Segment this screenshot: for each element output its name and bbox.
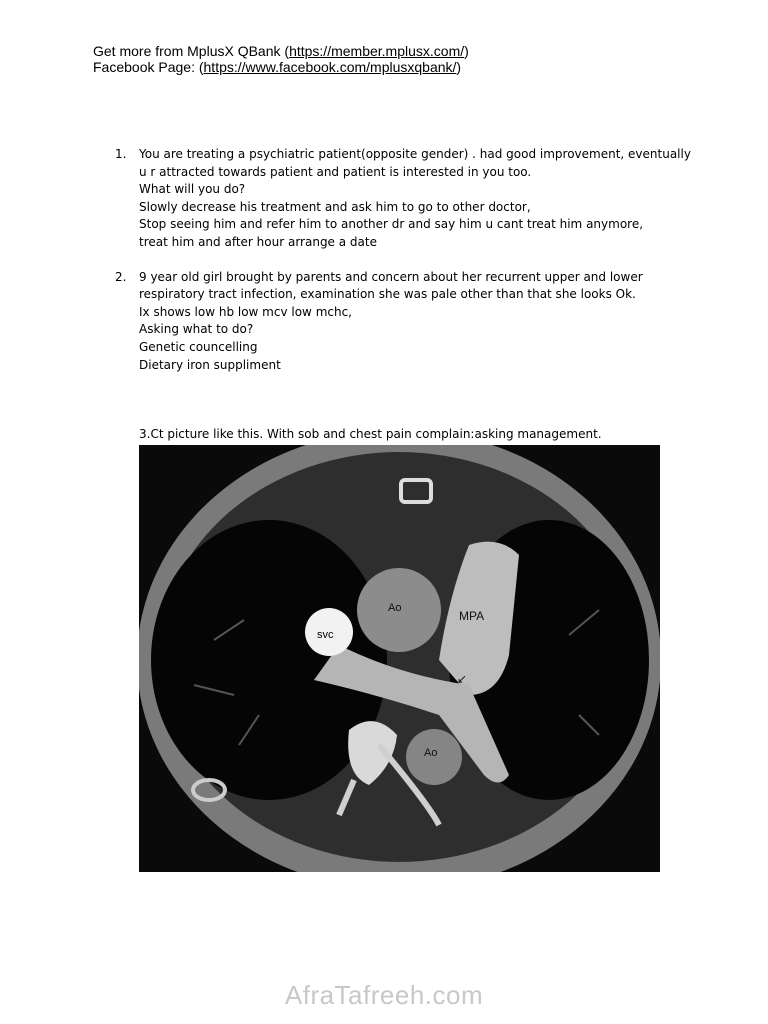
question-line: 9 year old girl brought by parents and concern about her recurrent upper and lower xyxy=(139,269,643,284)
header-line-facebook: Facebook Page: (https://www.facebook.com/mplusxqbank/) xyxy=(93,59,462,75)
question-line: respiratory tract infection, examination she was pale other than that she looks Ok. xyxy=(139,287,636,302)
question-line: Slowly decrease his treatment and ask him to go to other doctor, xyxy=(139,199,531,214)
watermark: AfraTafreeh.com xyxy=(284,980,484,1010)
ct-scan-image xyxy=(139,445,660,872)
question-list xyxy=(115,146,691,391)
label-mpa: MPA xyxy=(459,609,485,623)
question-line: treat him and after hour arrange a date xyxy=(139,234,377,249)
question-line: You are treating a psychiatric patient(opposite gender) . had good improvement, eventually xyxy=(139,147,691,161)
label-svc: svc xyxy=(317,629,334,641)
question-line: Asking what to do? xyxy=(139,322,254,337)
label-ao-bottom: Ao xyxy=(424,747,438,759)
ct-scan-drawing xyxy=(139,445,660,872)
question-2 xyxy=(115,269,685,375)
question-line: Genetic councelling xyxy=(139,339,258,354)
question-number: 2. xyxy=(115,269,127,284)
question-number: 1. xyxy=(115,147,127,161)
question-line: What will you do? xyxy=(139,182,246,197)
header-line-qbank: Get more from MplusX QBank (https://member.mplusx.com/) xyxy=(93,43,469,59)
question-body xyxy=(139,146,691,252)
question-line: Dietary iron suppliment xyxy=(139,357,281,372)
question-body xyxy=(139,269,643,375)
label-ao-top: Ao xyxy=(388,602,402,614)
header xyxy=(93,43,469,75)
label-arrow: ↙ xyxy=(457,672,468,686)
question-1 xyxy=(115,146,691,252)
ct-caption: 3.Ct picture like this. With sob and chest pain complain:asking management. xyxy=(139,427,602,441)
facebook-link[interactable]: https://www.facebook.com/mplusxqbank/ xyxy=(203,59,457,75)
question-line: Ix shows low hb low mcv low mchc, xyxy=(139,304,352,319)
question-line: u r attracted towards patient and patient is interested in you too. xyxy=(139,164,532,179)
question-line: Stop seeing him and refer him to another dr and say him u cant treat him anymore, xyxy=(139,217,644,232)
qbank-link[interactable]: https://member.mplusx.com/ xyxy=(289,43,465,59)
